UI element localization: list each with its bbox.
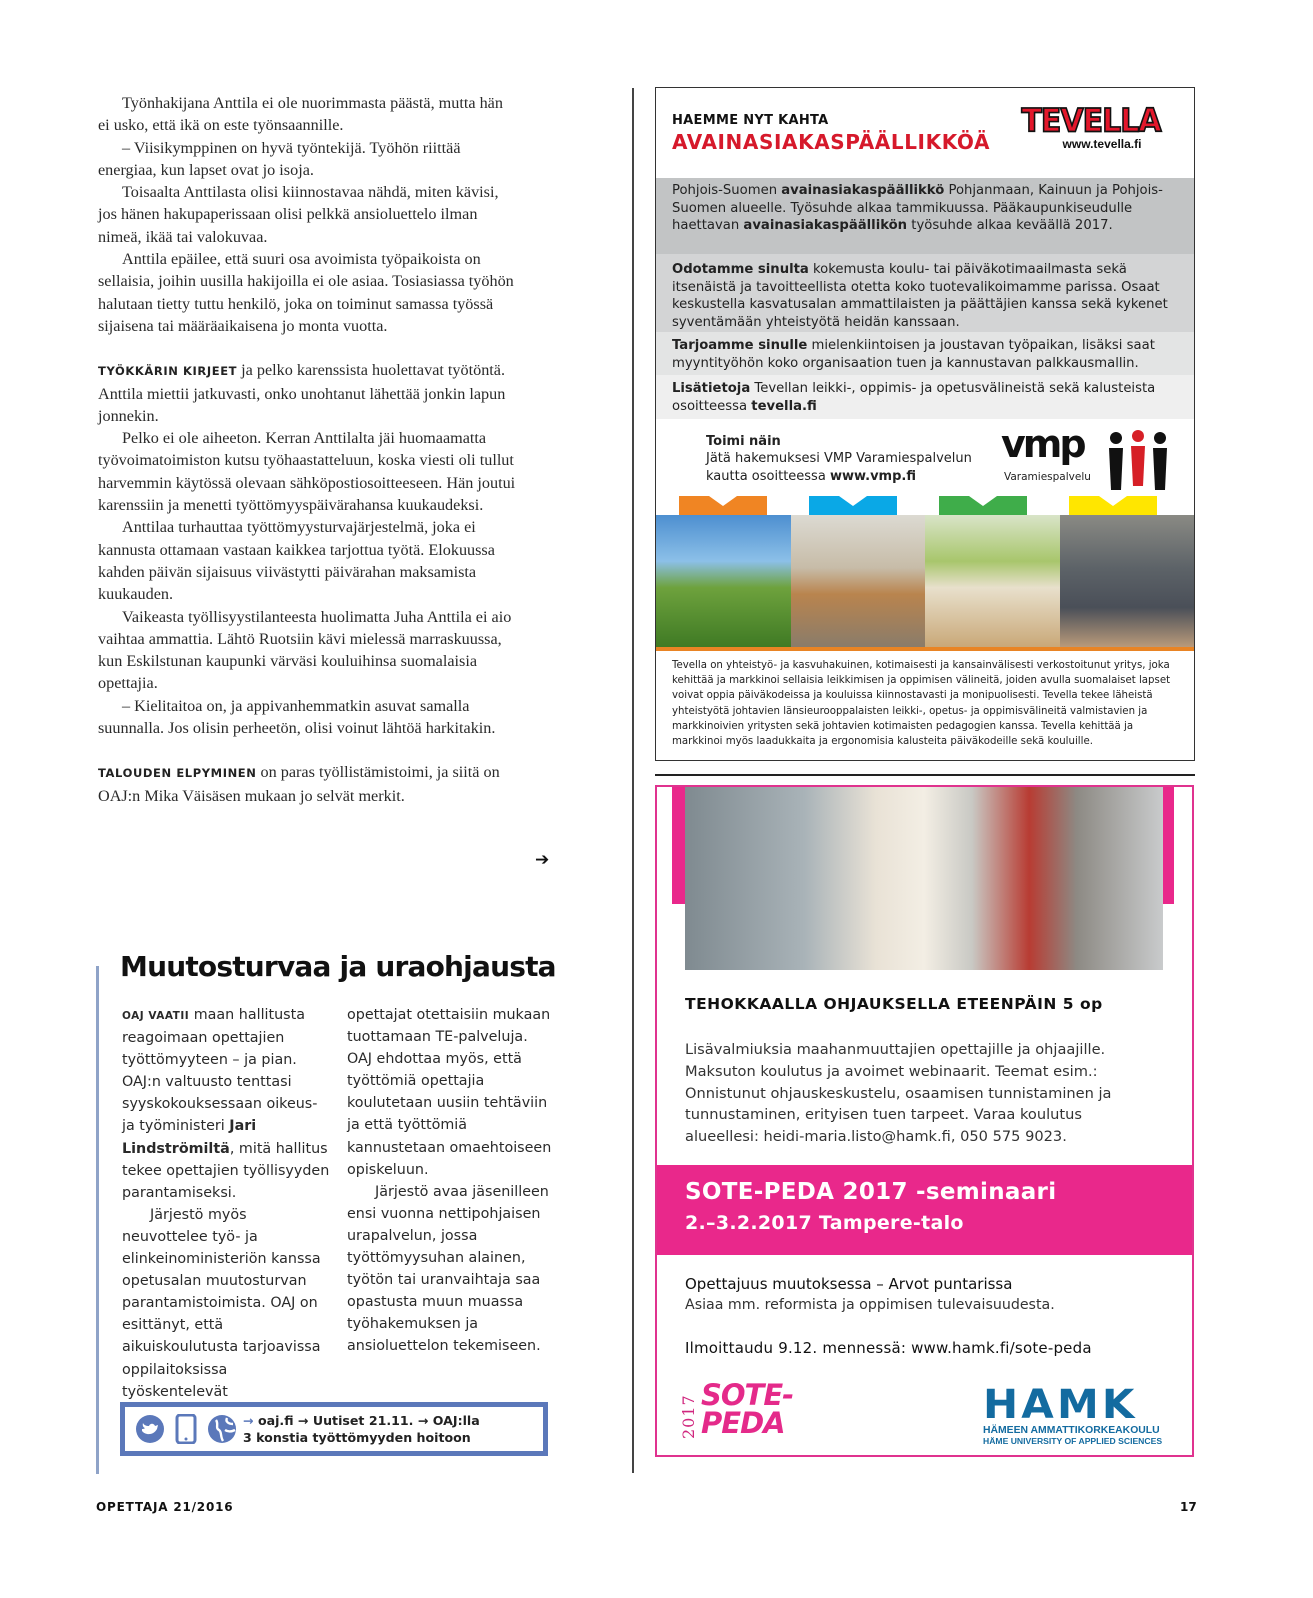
article-paragraph: TYÖKKÄRIN KIRJEET ja pelko karenssista huolettavat työtöntä. Anttila miettii jatkuvasti, onko unohtanut lähettää jonkin lapun jonnekin.: [98, 361, 506, 425]
column-divider: [632, 88, 634, 1473]
link-text[interactable]: → oaj.fi → Uutiset 21.11. → OAJ:lla 3 konstia työttömyyden hoitoon: [243, 1413, 480, 1445]
article-paragraph: Toisaalta Anttilasta olisi kiinnostavaa nähdä, miten kävisi, jos hänen hakupaperissaan olisi pelkkä ansioluettelo ilman nimeä, ikää tai valokuvaa.: [98, 183, 499, 246]
article-paragraph: Työnhakijana Anttila ei ole nuorimmasta päästä, mutta hän ei usko, että ikä on este työnsaannille.: [98, 94, 503, 135]
registration-link[interactable]: Ilmoittaudu 9.12. mennessä: www.hamk.fi/sote-peda: [685, 1339, 1092, 1357]
photo-learning-space: [925, 515, 1060, 647]
sidebar-paragraph: opettajat otettaisiin mukaan tuottamaan TE-palveluja. OAJ ehdottaa myös, että työttömiä opettajia koulutetaan uusiin tehtäviin ja että työttömiä kannustetaan omaehtoiseen opiskeluun.: [347, 1007, 552, 1178]
photo-students: [1060, 515, 1195, 647]
tevella-logo[interactable]: TEVELLA www.tevella.fi: [1016, 105, 1166, 151]
article-paragraph: – Kielitaitoa on, ja appivanhemmatkin asuvat samalla suunnalla. Jos olisin perheetön, olisi voinut lähtöä harkitakin.: [98, 696, 496, 738]
more-info-band: Lisätietoja Tevellan leikki-, oppimis- ja opetusvälineistä sekä kalusteista osoitteessa tevella.fi: [656, 375, 1194, 419]
subhead-lead: TALOUDEN ELPYMINEN: [98, 766, 257, 781]
sote-peda-logo: 2017 SOTE- PEDA: [679, 1378, 794, 1440]
article-paragraph: – Viisikymppinen on hyvä työntekijä. Työhön riittää energiaa, kun lapset ovat jo isoja.: [98, 138, 461, 179]
course-heading: TEHOKKAALLA OHJAUKSELLA ETEENPÄIN 5 op: [685, 995, 1103, 1013]
requirements-band: Odotamme sinulta kokemusta koulu- tai päiväkotimaailmasta sekä itsenäistä ja tavoitteellista otetta koko tuotevalikoimamme parissa. Osaat keskustella kasvatusalan ammattilaisten ja päättäjien kanssa sekä kykenet syventämään yhteistyötä heidän kanssaan.: [656, 254, 1194, 332]
web-icon: [207, 1414, 237, 1444]
vmp-logo: vmp Varamiespalvelu: [1001, 428, 1171, 490]
sidebar-rule: [96, 966, 99, 1474]
article-paragraph: Pelko ei ole aiheeton. Kerran Anttilalta jäi huomaamatta työvoimatoimiston kutsu työhaastatteluun, koska viesti oli tullut harvemmin käytössä olevaan sähköpostiosoitteeseen. Hän joutui karenssiin ja menetti työttömyyspäivärahansa kuukaudeksi.: [98, 429, 516, 515]
sidebar-paragraph: Järjestö avaa jäsenilleen ensi vuonna nettipohjaisen urapalvelun, jossa työttömyysuhan alainen, työtön tai uranvaihtaja saa opastusta muun muassa työhakemuksen ja ansioluettelon tekemiseen.: [347, 1183, 549, 1355]
photo-teachers: [685, 787, 1163, 970]
ad-separator: [655, 774, 1195, 776]
continue-arrow-icon: ➔: [535, 850, 550, 870]
photo-classroom: [791, 515, 926, 647]
vmp-link[interactable]: www.vmp.fi: [829, 468, 916, 484]
company-description: Tevella on yhteistyö- ja kasvuhakuinen, kotimaisesti ja kansainvälisesti verkostoitunut yritys, joka kehittää ja markkinoi sellaisia leikkimisen ja oppimisen välineitä, joiden avulla suomalaiset lapset voivat oppia päiväkodeissa ja kouluissa kiinnostavasti ja monipuolisesti. Tevella tekee läheistä yhteistyötä johtavien länsieurooppalaisten leikki-, opetus- ja oppimisvälineitä valmistavien ja markkinoivien yritysten sekä johtavien kotimaisten pedagogien kanssa. Tevella kehittää ja markkinoi myös laadukkaita ja ergonomisia kalusteita päiväkodeille sekä kouluille.: [672, 660, 1171, 748]
page-number: 17: [1180, 1500, 1197, 1514]
sidebar-lead: OAJ VAATII: [122, 1010, 190, 1022]
article-paragraph: Anttila epäilee, että suuri osa avoimista työpaikoista on sellaisia, joihin uusilla hakijoilla ei ole asiaa. Tosiasiassa työhön halutaan tietty tuttu henkilö, joka on toiminut samassa työssä sijaisena tai määräaikaisena jo monta vuotta.: [98, 250, 514, 335]
article-body: [98, 92, 518, 807]
link-icons: [135, 1414, 237, 1444]
course-description: Lisävalmiuksia maahanmuuttajien opettajille ja ohjaajille. Maksuton koulutus ja avoimet webinaarit. Teemat esim.: Onnistunut ohjauskeskustelu, osaamisen tunnistaminen ja tunnustaminen, erityisen tuen tarpeet. Varaa koulutus alueellesi: heidi-maria.listo@hamk.fi, 050 575 9023.: [685, 1041, 1112, 1146]
photo-strip: [656, 515, 1194, 647]
seminar-banner: [657, 1165, 1192, 1255]
person-name: Jari Lindströmiltä: [122, 1118, 257, 1157]
ad-title: AVAINASIAKASPÄÄLLIKKÖÄ: [672, 130, 991, 154]
article-paragraph: Anttilaa turhauttaa työttömyysturvajärjestelmä, joka ei kannusta ottamaan vastaan kaikkea tarjottua työtä. Elokuussa kahden päivän sijaisuus viivästytti päivärahan maksamista kuukauden.: [98, 518, 495, 604]
article-paragraph: TALOUDEN ELPYMINEN on paras työllistämistoimi, ja siitä on OAJ:n Mika Väisäsen mukaan jo selvät merkit.: [98, 763, 500, 805]
tevella-url[interactable]: www.tevella.fi: [1062, 137, 1142, 151]
sidebar-column-2: [347, 1004, 552, 1358]
sidebar-title: Muutosturvaa ja uraohjausta: [120, 950, 556, 983]
apply-instructions: Toimi näin Jätä hakemuksesi VMP Varamiespalvelun kautta osoitteessa www.vmp.fi: [706, 434, 972, 484]
publication-issue: OPETTAJA 21/2016: [96, 1500, 234, 1514]
seminar-date: 2.–3.2.2017 Tampere-talo: [685, 1212, 964, 1234]
sidebar-column-1: [122, 1004, 332, 1403]
tevella-link[interactable]: tevella.fi: [751, 398, 817, 414]
mobile-icon: [171, 1414, 201, 1444]
article-paragraph: Vaikeasta työllisyystilanteesta huolimatta Juha Anttila ei aio vaihtaa ammattia. Lähtö Ruotsiin kävi mielessä marraskuussa, kun Eskilstunan kaupunki värväsi kouluihinsa suomalaisia opettajia.: [98, 607, 512, 693]
ad-overline: HAEMME NYT KAHTA: [672, 113, 829, 128]
seminar-title: SOTE-PEDA 2017 -seminaari: [685, 1179, 1057, 1205]
seminar-subtitle: Opettajuus muutoksessa – Arvot puntarissa: [685, 1275, 1013, 1293]
twitter-icon: [135, 1414, 165, 1444]
sidebar-paragraph: OAJ VAATII maan hallitusta reagoimaan opettajien työttömyyteen – ja pian. OAJ:n valtuusto tenttasi syyskokouksessaan oikeus- ja työministeri Jari Lindströmiltä, mitä hallitus tekee opettajien työllisyyden parantamiseksi.: [122, 1007, 330, 1201]
photo-kids-playing: [656, 515, 791, 647]
vmp-figures-icon: [1106, 430, 1170, 492]
subhead-lead: TYÖKKÄRIN KIRJEET: [98, 364, 238, 379]
link-box[interactable]: [120, 1402, 548, 1456]
hamk-course-ad: [655, 785, 1194, 1457]
sidebar-paragraph: Järjestö myös neuvottelee työ- ja elinkeinoministeriön kanssa opetusalan muutosturvan parantamistoimista. OAJ on esittänyt, että aikuiskoulutusta tarjoavissa oppilaitoksissa työskentelevät: [122, 1206, 321, 1400]
tevella-job-ad: [655, 87, 1195, 761]
offer-band: Tarjoamme sinulle mielenkiintoisen ja joustavan työpaikan, lisäksi saat myyntityöhön koko organisaation tuen ja kannustavan palkkausmallin.: [656, 332, 1194, 375]
job-description-band: Pohjois-Suomen avainasiakaspäällikkö Pohjanmaan, Kainuun ja Pohjois-Suomen alueelle. Työsuhde alkaa tammikuussa. Pääkaupunkiseudulle haettavan avainasiakaspäällikön työsuhde alkaa keväällä 2017.: [656, 178, 1194, 254]
seminar-topics: Asiaa mm. reformista ja oppimisen tulevaisuudesta.: [685, 1297, 1055, 1313]
hamk-logo: HAMK HÄMEEN AMMATTIKORKEAKOULU HÄME UNIVERSITY OF APPLIED SCIENCES: [983, 1382, 1163, 1446]
orange-divider: [656, 647, 1194, 651]
